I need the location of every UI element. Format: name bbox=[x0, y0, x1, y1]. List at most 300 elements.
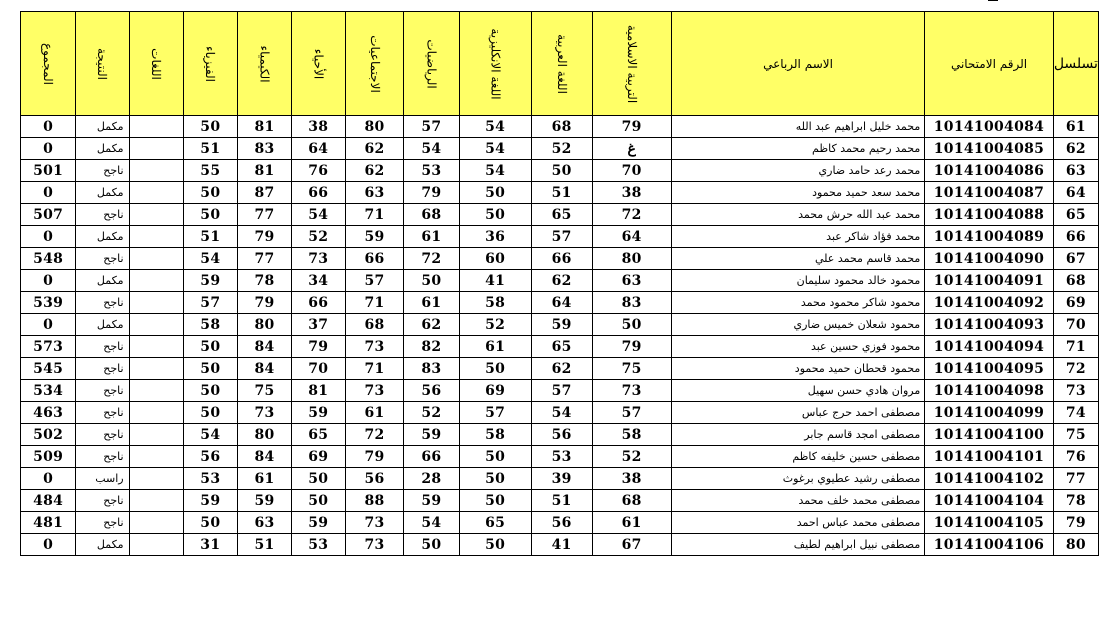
cell-islamic: 83 bbox=[592, 292, 671, 314]
cell-serial: 70 bbox=[1053, 314, 1098, 336]
header-math: الرياضيات bbox=[404, 12, 459, 116]
cell-student-name: محمود شعلان خميس ضاري bbox=[671, 314, 924, 336]
cell-math: 62 bbox=[404, 314, 459, 336]
cell-exam-number: 10141004084 bbox=[925, 116, 1054, 138]
cell-serial: 73 bbox=[1053, 380, 1098, 402]
cell-student-name: محمود خالد محمود سليمان bbox=[671, 270, 924, 292]
cell-total: 0 bbox=[21, 226, 76, 248]
cell-result: ناجح bbox=[76, 336, 129, 358]
cell-chemistry: 84 bbox=[238, 336, 292, 358]
cell-physics: 50 bbox=[183, 182, 238, 204]
cell-biology: 64 bbox=[291, 138, 345, 160]
cell-arabic: 51 bbox=[531, 182, 592, 204]
cell-languages bbox=[129, 380, 183, 402]
cell-english: 60 bbox=[459, 248, 531, 270]
cell-serial: 65 bbox=[1053, 204, 1098, 226]
cell-chemistry: 77 bbox=[238, 204, 292, 226]
cell-exam-number: 10141004095 bbox=[925, 358, 1054, 380]
cell-math: 52 bbox=[404, 402, 459, 424]
cell-exam-number: 10141004091 bbox=[925, 270, 1054, 292]
cell-english: 52 bbox=[459, 314, 531, 336]
cell-physics: 54 bbox=[183, 424, 238, 446]
cell-languages bbox=[129, 314, 183, 336]
cell-biology: 73 bbox=[291, 248, 345, 270]
cell-languages bbox=[129, 182, 183, 204]
cell-serial: 78 bbox=[1053, 490, 1098, 512]
cell-english: 58 bbox=[459, 424, 531, 446]
cell-english: 50 bbox=[459, 490, 531, 512]
table-row bbox=[21, 490, 1099, 512]
cell-math: 83 bbox=[404, 358, 459, 380]
cell-languages bbox=[129, 116, 183, 138]
cell-islamic: 73 bbox=[592, 380, 671, 402]
cell-arabic: 66 bbox=[531, 248, 592, 270]
cell-total: 539 bbox=[21, 292, 76, 314]
cell-islamic: 70 bbox=[592, 160, 671, 182]
cell-exam-number: 10141004087 bbox=[925, 182, 1054, 204]
cell-student-name: مصطفى حسين خليفه كاظم bbox=[671, 446, 924, 468]
cell-islamic: 63 bbox=[592, 270, 671, 292]
results-sheet bbox=[20, 11, 1099, 556]
cell-student-name: مصطفى رشيد عطيوي برغوث bbox=[671, 468, 924, 490]
cell-student-name: محمود قحطان حميد محمود bbox=[671, 358, 924, 380]
cell-arabic: 52 bbox=[531, 138, 592, 160]
cell-biology: 79 bbox=[291, 336, 345, 358]
cell-social: 56 bbox=[345, 468, 404, 490]
cell-serial: 69 bbox=[1053, 292, 1098, 314]
header-total: المجموع bbox=[21, 12, 76, 116]
cell-total: 0 bbox=[21, 116, 76, 138]
cell-chemistry: 51 bbox=[238, 534, 292, 556]
cell-physics: 58 bbox=[183, 314, 238, 336]
cell-result: مكمل bbox=[76, 138, 129, 160]
cell-chemistry: 61 bbox=[238, 468, 292, 490]
cell-arabic: 65 bbox=[531, 204, 592, 226]
cell-serial: 63 bbox=[1053, 160, 1098, 182]
cell-student-name: محمد سعد حميد محمود bbox=[671, 182, 924, 204]
cell-total: 0 bbox=[21, 270, 76, 292]
cell-exam-number: 10141004094 bbox=[925, 336, 1054, 358]
cell-math: 56 bbox=[404, 380, 459, 402]
cell-biology: 53 bbox=[291, 534, 345, 556]
cell-islamic: 64 bbox=[592, 226, 671, 248]
cell-exam-number: 10141004090 bbox=[925, 248, 1054, 270]
cell-result: ناجح bbox=[76, 490, 129, 512]
cell-biology: 69 bbox=[291, 446, 345, 468]
cell-islamic: 80 bbox=[592, 248, 671, 270]
cell-biology: 66 bbox=[291, 182, 345, 204]
cell-serial: 71 bbox=[1053, 336, 1098, 358]
cell-arabic: 56 bbox=[531, 424, 592, 446]
cell-arabic: 41 bbox=[531, 534, 592, 556]
cell-result: مكمل bbox=[76, 116, 129, 138]
cell-languages bbox=[129, 138, 183, 160]
cell-serial: 62 bbox=[1053, 138, 1098, 160]
cell-biology: 34 bbox=[291, 270, 345, 292]
table-row bbox=[21, 160, 1099, 182]
cell-math: 82 bbox=[404, 336, 459, 358]
cell-biology: 59 bbox=[291, 402, 345, 424]
table-row bbox=[21, 270, 1099, 292]
cell-biology: 50 bbox=[291, 490, 345, 512]
cell-result: ناجح bbox=[76, 424, 129, 446]
cell-languages bbox=[129, 248, 183, 270]
table-row bbox=[21, 512, 1099, 534]
cell-student-name: محمد قاسم محمد علي bbox=[671, 248, 924, 270]
header-english: اللغة الانكليزية bbox=[459, 12, 531, 116]
cell-physics: 50 bbox=[183, 402, 238, 424]
cell-chemistry: 87 bbox=[238, 182, 292, 204]
cell-biology: 76 bbox=[291, 160, 345, 182]
cell-social: 71 bbox=[345, 292, 404, 314]
cell-total: 507 bbox=[21, 204, 76, 226]
cell-languages bbox=[129, 534, 183, 556]
cell-social: 63 bbox=[345, 182, 404, 204]
cell-exam-number: 10141004102 bbox=[925, 468, 1054, 490]
cell-total: 501 bbox=[21, 160, 76, 182]
table-row bbox=[21, 380, 1099, 402]
cell-serial: 66 bbox=[1053, 226, 1098, 248]
cell-math: 53 bbox=[404, 160, 459, 182]
header-languages: اللغات bbox=[129, 12, 183, 116]
cell-english: 54 bbox=[459, 116, 531, 138]
cell-math: 28 bbox=[404, 468, 459, 490]
cell-biology: 81 bbox=[291, 380, 345, 402]
header-biology: الأحياء bbox=[291, 12, 345, 116]
table-row bbox=[21, 226, 1099, 248]
cell-chemistry: 81 bbox=[238, 116, 292, 138]
table-row bbox=[21, 292, 1099, 314]
cell-result: ناجح bbox=[76, 160, 129, 182]
cell-arabic: 53 bbox=[531, 446, 592, 468]
cell-chemistry: 63 bbox=[238, 512, 292, 534]
cell-english: 50 bbox=[459, 204, 531, 226]
cell-biology: 66 bbox=[291, 292, 345, 314]
cell-arabic: 57 bbox=[531, 226, 592, 248]
cell-english: 36 bbox=[459, 226, 531, 248]
cell-serial: 76 bbox=[1053, 446, 1098, 468]
cell-physics: 50 bbox=[183, 358, 238, 380]
cell-chemistry: 73 bbox=[238, 402, 292, 424]
cell-social: 73 bbox=[345, 336, 404, 358]
cell-social: 72 bbox=[345, 424, 404, 446]
cell-languages bbox=[129, 160, 183, 182]
cell-physics: 50 bbox=[183, 512, 238, 534]
cell-physics: 56 bbox=[183, 446, 238, 468]
cell-languages bbox=[129, 468, 183, 490]
cell-languages bbox=[129, 292, 183, 314]
header-exam-number: الرقم الامتحاني bbox=[925, 12, 1054, 116]
cell-physics: 59 bbox=[183, 490, 238, 512]
cell-chemistry: 80 bbox=[238, 314, 292, 336]
cell-result: مكمل bbox=[76, 182, 129, 204]
cell-arabic: 54 bbox=[531, 402, 592, 424]
cell-exam-number: 10141004099 bbox=[925, 402, 1054, 424]
cell-islamic: 38 bbox=[592, 468, 671, 490]
table-row bbox=[21, 248, 1099, 270]
cell-student-name: مصطفى نبيل ابراهيم لطيف bbox=[671, 534, 924, 556]
cell-math: 79 bbox=[404, 182, 459, 204]
cell-exam-number: 10141004085 bbox=[925, 138, 1054, 160]
header-name: الاسم الرباعي bbox=[671, 12, 924, 116]
header-row bbox=[21, 12, 1099, 116]
cell-islamic: 67 bbox=[592, 534, 671, 556]
table-row bbox=[21, 424, 1099, 446]
cell-islamic: غ bbox=[592, 138, 671, 160]
cell-exam-number: 10141004106 bbox=[925, 534, 1054, 556]
table-row bbox=[21, 402, 1099, 424]
cell-total: 463 bbox=[21, 402, 76, 424]
cell-arabic: 51 bbox=[531, 490, 592, 512]
cell-student-name: مصطفى امجد قاسم جابر bbox=[671, 424, 924, 446]
cell-result: ناجح bbox=[76, 248, 129, 270]
cell-math: 54 bbox=[404, 138, 459, 160]
cell-chemistry: 78 bbox=[238, 270, 292, 292]
cell-result: ناجح bbox=[76, 402, 129, 424]
cell-student-name: مصطفى محمد خلف محمد bbox=[671, 490, 924, 512]
cell-languages bbox=[129, 204, 183, 226]
cell-serial: 67 bbox=[1053, 248, 1098, 270]
cell-physics: 57 bbox=[183, 292, 238, 314]
cell-total: 484 bbox=[21, 490, 76, 512]
cell-result: راسب bbox=[76, 468, 129, 490]
cell-total: 0 bbox=[21, 468, 76, 490]
cell-chemistry: 79 bbox=[238, 292, 292, 314]
cell-math: 68 bbox=[404, 204, 459, 226]
cell-result: ناجح bbox=[76, 512, 129, 534]
cell-islamic: 72 bbox=[592, 204, 671, 226]
cell-social: 73 bbox=[345, 534, 404, 556]
cell-student-name: محمود شاكر محمود محمد bbox=[671, 292, 924, 314]
cell-social: 68 bbox=[345, 314, 404, 336]
cell-islamic: 79 bbox=[592, 116, 671, 138]
cell-total: 545 bbox=[21, 358, 76, 380]
cell-result: ناجح bbox=[76, 446, 129, 468]
cell-math: 61 bbox=[404, 292, 459, 314]
cell-physics: 50 bbox=[183, 336, 238, 358]
cell-social: 79 bbox=[345, 446, 404, 468]
cell-chemistry: 75 bbox=[238, 380, 292, 402]
table-row bbox=[21, 314, 1099, 336]
cell-social: 57 bbox=[345, 270, 404, 292]
cell-arabic: 39 bbox=[531, 468, 592, 490]
cell-student-name: مصطفى محمد عباس احمد bbox=[671, 512, 924, 534]
cell-languages bbox=[129, 270, 183, 292]
cell-english: 65 bbox=[459, 512, 531, 534]
cell-total: 502 bbox=[21, 424, 76, 446]
cell-chemistry: 80 bbox=[238, 424, 292, 446]
results-table bbox=[20, 11, 1099, 556]
cell-physics: 54 bbox=[183, 248, 238, 270]
table-row bbox=[21, 468, 1099, 490]
cell-result: مكمل bbox=[76, 226, 129, 248]
cell-student-name: مصطفى احمد حرج عباس bbox=[671, 402, 924, 424]
header-serial: تسلسل bbox=[1053, 12, 1098, 116]
cell-serial: 72 bbox=[1053, 358, 1098, 380]
table-row bbox=[21, 204, 1099, 226]
cell-social: 66 bbox=[345, 248, 404, 270]
table-row bbox=[21, 534, 1099, 556]
cell-social: 71 bbox=[345, 358, 404, 380]
table-body bbox=[21, 116, 1099, 556]
cell-islamic: 68 bbox=[592, 490, 671, 512]
header-chemistry: الكيمياء bbox=[238, 12, 292, 116]
cell-arabic: 57 bbox=[531, 380, 592, 402]
cell-languages bbox=[129, 336, 183, 358]
cell-social: 73 bbox=[345, 380, 404, 402]
cell-result: مكمل bbox=[76, 314, 129, 336]
cell-languages bbox=[129, 446, 183, 468]
cell-arabic: 56 bbox=[531, 512, 592, 534]
cell-total: 0 bbox=[21, 534, 76, 556]
cell-islamic: 57 bbox=[592, 402, 671, 424]
cell-total: 0 bbox=[21, 138, 76, 160]
cell-biology: 65 bbox=[291, 424, 345, 446]
cell-english: 58 bbox=[459, 292, 531, 314]
cell-languages bbox=[129, 424, 183, 446]
cell-physics: 31 bbox=[183, 534, 238, 556]
cell-physics: 55 bbox=[183, 160, 238, 182]
header-arabic: اللغة العربية bbox=[531, 12, 592, 116]
cell-chemistry: 79 bbox=[238, 226, 292, 248]
cell-exam-number: 10141004093 bbox=[925, 314, 1054, 336]
cell-physics: 51 bbox=[183, 226, 238, 248]
header-social: الاجتماعيات bbox=[345, 12, 404, 116]
cell-islamic: 38 bbox=[592, 182, 671, 204]
cell-social: 61 bbox=[345, 402, 404, 424]
cell-serial: 74 bbox=[1053, 402, 1098, 424]
cell-arabic: 65 bbox=[531, 336, 592, 358]
cell-result: مكمل bbox=[76, 534, 129, 556]
cell-math: 54 bbox=[404, 512, 459, 534]
header-physics: الفيزياء bbox=[183, 12, 238, 116]
cell-exam-number: 10141004100 bbox=[925, 424, 1054, 446]
cell-english: 69 bbox=[459, 380, 531, 402]
cell-exam-number: 10141004088 bbox=[925, 204, 1054, 226]
cell-serial: 79 bbox=[1053, 512, 1098, 534]
cell-student-name: محمد فؤاد شاكر عبد bbox=[671, 226, 924, 248]
table-row bbox=[21, 116, 1099, 138]
cell-arabic: 68 bbox=[531, 116, 592, 138]
cell-biology: 38 bbox=[291, 116, 345, 138]
cell-languages bbox=[129, 490, 183, 512]
cell-exam-number: 10141004092 bbox=[925, 292, 1054, 314]
cell-math: 57 bbox=[404, 116, 459, 138]
cell-exam-number: 10141004104 bbox=[925, 490, 1054, 512]
cell-social: 73 bbox=[345, 512, 404, 534]
cell-biology: 37 bbox=[291, 314, 345, 336]
cell-biology: 70 bbox=[291, 358, 345, 380]
cell-islamic: 52 bbox=[592, 446, 671, 468]
cell-english: 54 bbox=[459, 160, 531, 182]
cell-student-name: محمد عبد الله حرش محمد bbox=[671, 204, 924, 226]
cell-chemistry: 84 bbox=[238, 446, 292, 468]
cell-languages bbox=[129, 358, 183, 380]
cell-physics: 51 bbox=[183, 138, 238, 160]
cell-social: 80 bbox=[345, 116, 404, 138]
corner-mark bbox=[988, 0, 998, 3]
cell-chemistry: 84 bbox=[238, 358, 292, 380]
table-row bbox=[21, 358, 1099, 380]
cell-english: 50 bbox=[459, 182, 531, 204]
cell-biology: 50 bbox=[291, 468, 345, 490]
cell-serial: 77 bbox=[1053, 468, 1098, 490]
cell-chemistry: 83 bbox=[238, 138, 292, 160]
cell-serial: 64 bbox=[1053, 182, 1098, 204]
cell-total: 534 bbox=[21, 380, 76, 402]
cell-exam-number: 10141004086 bbox=[925, 160, 1054, 182]
table-row bbox=[21, 182, 1099, 204]
cell-student-name: محمد رحيم محمد كاظم bbox=[671, 138, 924, 160]
cell-arabic: 62 bbox=[531, 358, 592, 380]
cell-social: 62 bbox=[345, 160, 404, 182]
cell-serial: 68 bbox=[1053, 270, 1098, 292]
cell-english: 50 bbox=[459, 358, 531, 380]
cell-total: 0 bbox=[21, 182, 76, 204]
cell-social: 88 bbox=[345, 490, 404, 512]
cell-total: 481 bbox=[21, 512, 76, 534]
cell-result: ناجح bbox=[76, 358, 129, 380]
cell-languages bbox=[129, 402, 183, 424]
cell-arabic: 62 bbox=[531, 270, 592, 292]
cell-math: 59 bbox=[404, 490, 459, 512]
cell-islamic: 61 bbox=[592, 512, 671, 534]
table-row bbox=[21, 446, 1099, 468]
cell-physics: 50 bbox=[183, 204, 238, 226]
cell-english: 61 bbox=[459, 336, 531, 358]
cell-islamic: 79 bbox=[592, 336, 671, 358]
cell-serial: 75 bbox=[1053, 424, 1098, 446]
header-result: النتيجة bbox=[76, 12, 129, 116]
cell-math: 59 bbox=[404, 424, 459, 446]
cell-islamic: 58 bbox=[592, 424, 671, 446]
cell-result: ناجح bbox=[76, 292, 129, 314]
cell-total: 573 bbox=[21, 336, 76, 358]
cell-physics: 53 bbox=[183, 468, 238, 490]
cell-english: 54 bbox=[459, 138, 531, 160]
cell-english: 57 bbox=[459, 402, 531, 424]
cell-exam-number: 10141004089 bbox=[925, 226, 1054, 248]
cell-total: 0 bbox=[21, 314, 76, 336]
cell-student-name: مروان هادي حسن سهيل bbox=[671, 380, 924, 402]
cell-exam-number: 10141004101 bbox=[925, 446, 1054, 468]
cell-student-name: محمد خليل ابراهيم عبد الله bbox=[671, 116, 924, 138]
cell-serial: 61 bbox=[1053, 116, 1098, 138]
cell-student-name: محمد رعد حامد ضاري bbox=[671, 160, 924, 182]
cell-chemistry: 81 bbox=[238, 160, 292, 182]
cell-biology: 54 bbox=[291, 204, 345, 226]
cell-math: 50 bbox=[404, 270, 459, 292]
table-row bbox=[21, 336, 1099, 358]
cell-languages bbox=[129, 512, 183, 534]
cell-english: 50 bbox=[459, 534, 531, 556]
cell-english: 41 bbox=[459, 270, 531, 292]
cell-math: 61 bbox=[404, 226, 459, 248]
cell-total: 548 bbox=[21, 248, 76, 270]
cell-physics: 59 bbox=[183, 270, 238, 292]
cell-math: 50 bbox=[404, 534, 459, 556]
cell-english: 50 bbox=[459, 468, 531, 490]
cell-total: 509 bbox=[21, 446, 76, 468]
cell-english: 50 bbox=[459, 446, 531, 468]
cell-chemistry: 59 bbox=[238, 490, 292, 512]
cell-result: ناجح bbox=[76, 380, 129, 402]
cell-social: 62 bbox=[345, 138, 404, 160]
header-islamic: التربية الاسلامية bbox=[592, 12, 671, 116]
cell-arabic: 64 bbox=[531, 292, 592, 314]
cell-biology: 59 bbox=[291, 512, 345, 534]
cell-arabic: 59 bbox=[531, 314, 592, 336]
